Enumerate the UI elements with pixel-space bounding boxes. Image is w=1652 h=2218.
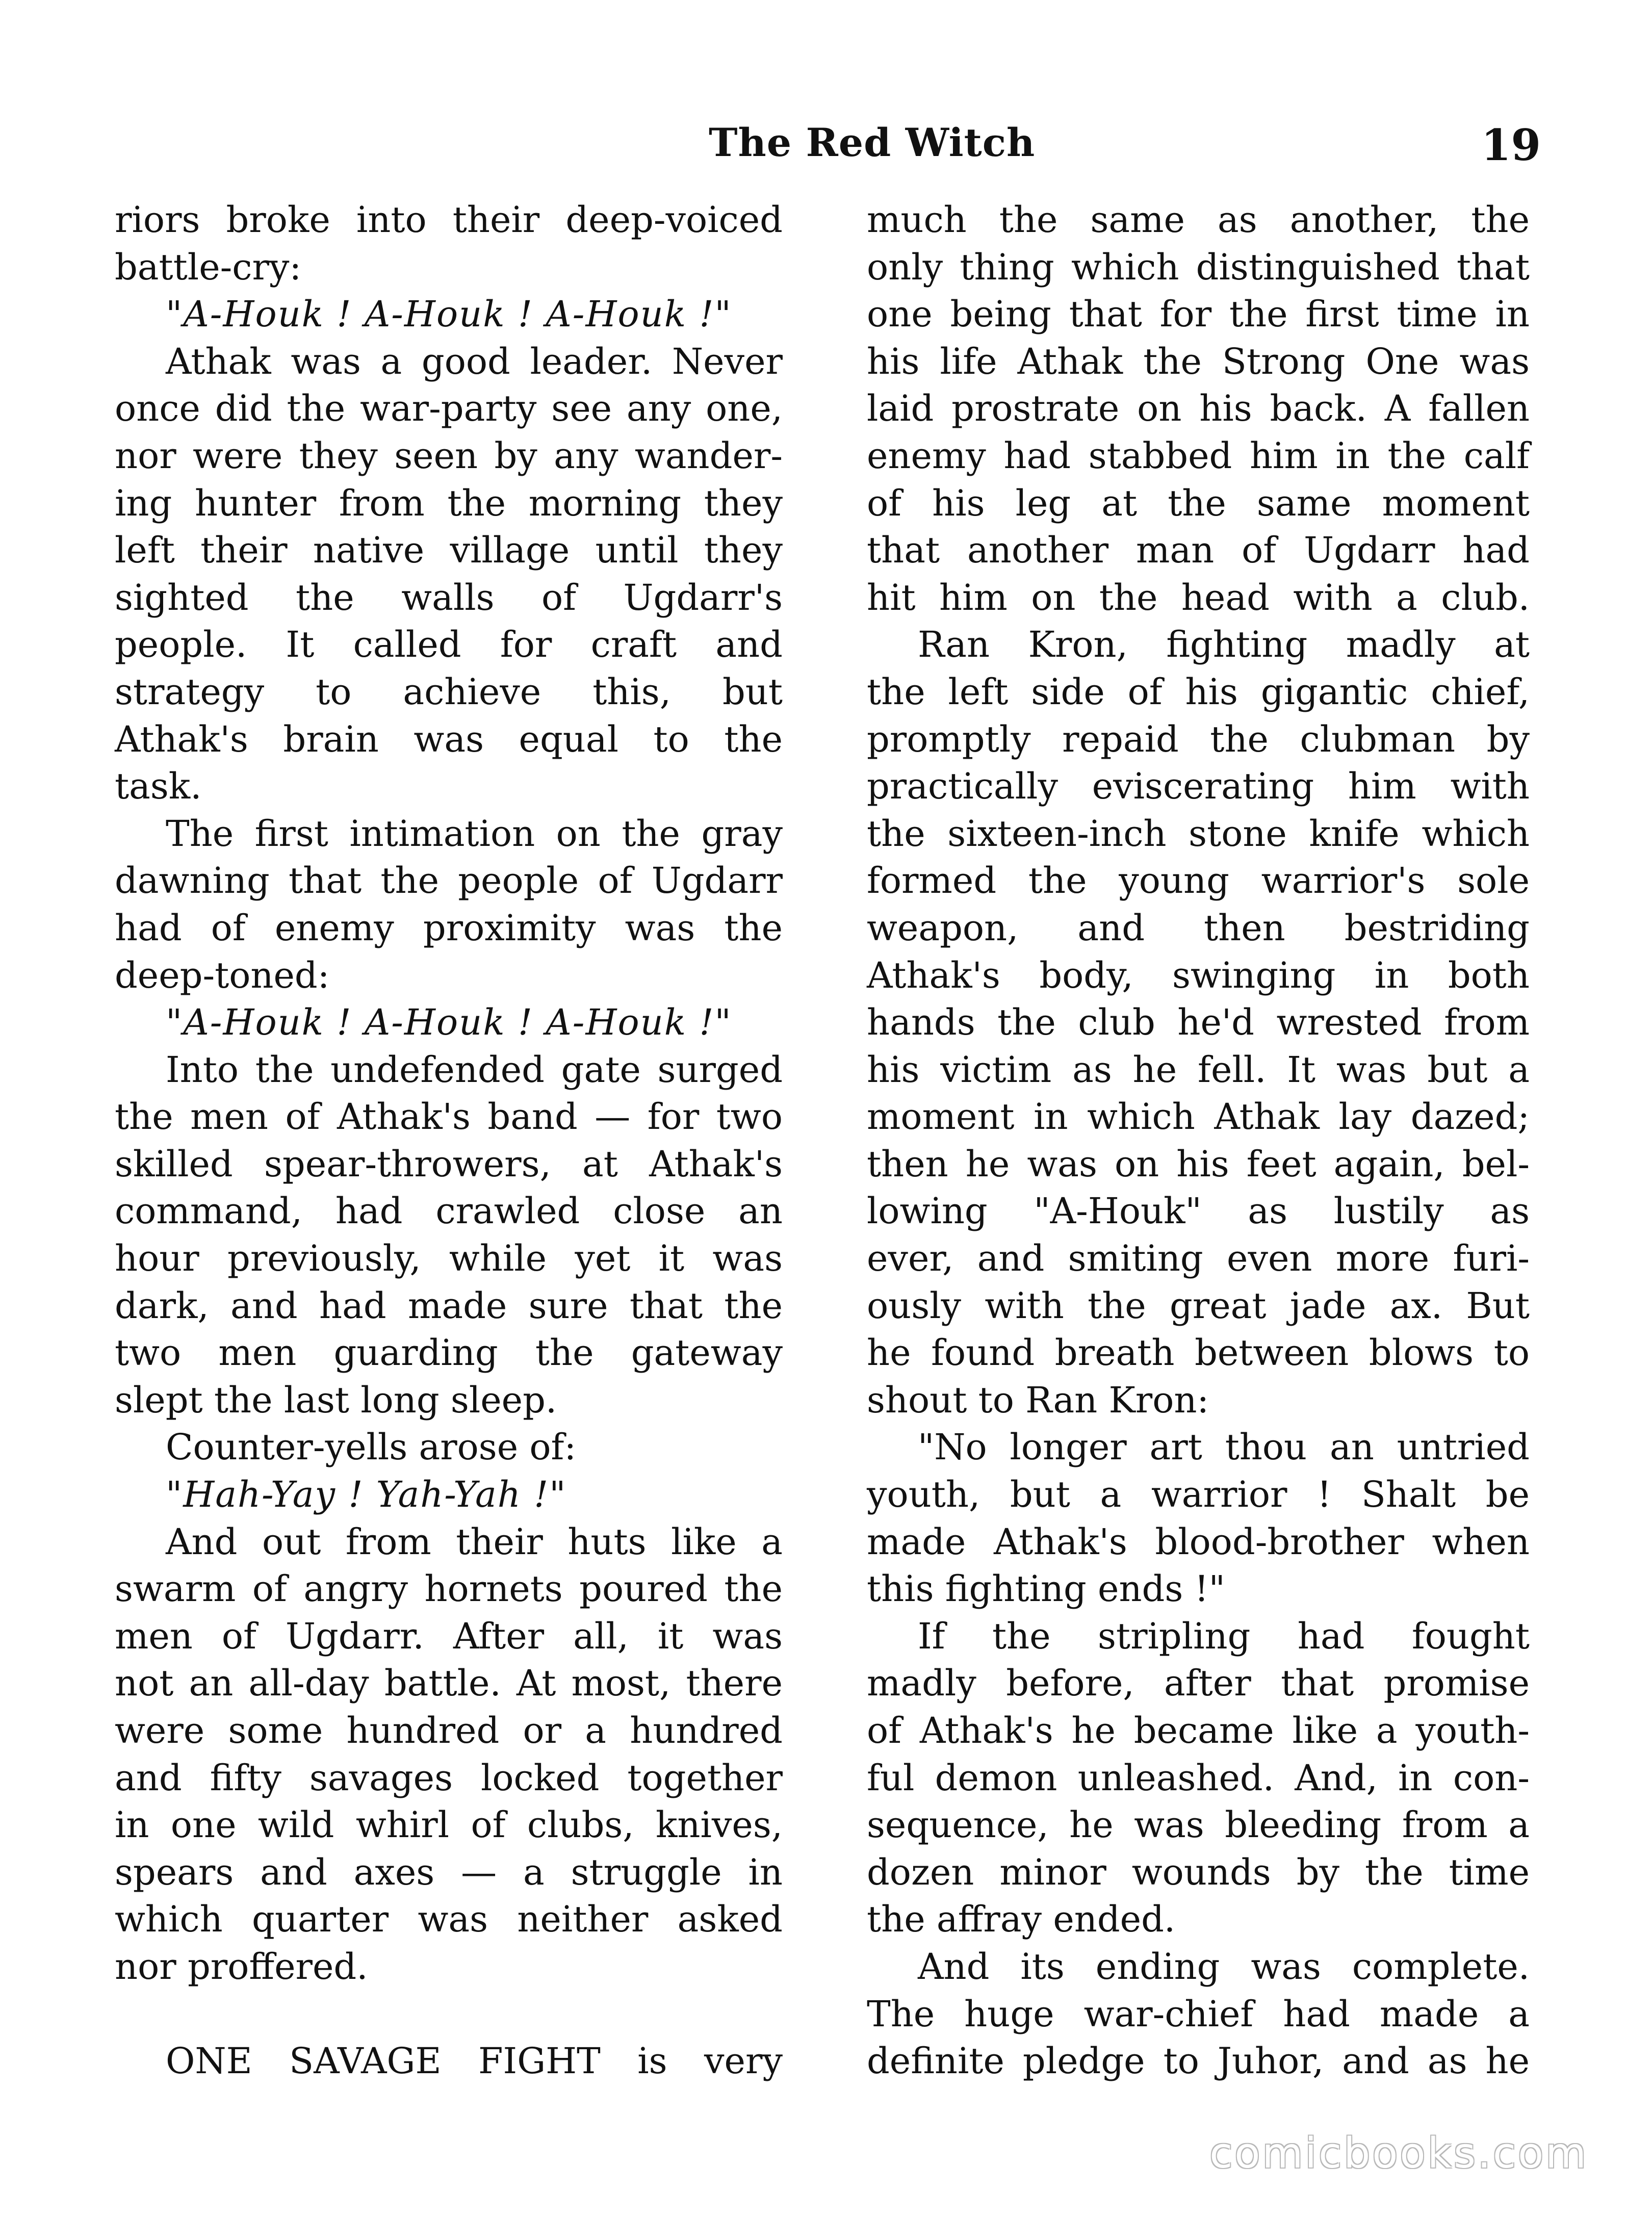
text-line: "A-Houk ! A-Houk ! A-Houk !" [166, 1001, 732, 1044]
text-line: once did the war-party see any one, [115, 388, 783, 430]
text-line: And out from their huts like a [166, 1520, 783, 1563]
text-line [115, 1991, 783, 2038]
text-line: madly before, after that promise [867, 1662, 1530, 1705]
text-line: of Athak's he became like a youth- [867, 1710, 1530, 1751]
text-line: shout to Ran Kron: [867, 1379, 1209, 1421]
text-line: weapon, and then bestriding [867, 907, 1530, 949]
text-line: ously with the great jade ax. But [867, 1284, 1530, 1327]
text-line: "No longer art thou an untried [918, 1426, 1530, 1468]
text-line: Athak's body, swinging in both [867, 954, 1530, 996]
text-line: one being that for the first time in [867, 293, 1530, 336]
text-line: the affray ended. [867, 1898, 1176, 1941]
right-text-column [867, 196, 1530, 2085]
text-line: two men guarding the gateway [115, 1332, 783, 1374]
text-line: Athak was a good leader. Never [166, 340, 783, 382]
text-line: the sixteen-inch stone knife which [867, 812, 1530, 855]
text-line: hands the club he'd wrested from [867, 1001, 1530, 1044]
text-line: dozen minor wounds by the time [867, 1851, 1530, 1893]
text-line: ever, and smiting even more furi- [867, 1237, 1530, 1280]
running-header-title: The Red Witch [709, 120, 1036, 165]
text-line: much the same as another, the [867, 199, 1530, 241]
text-line: made Athak's blood-brother when [867, 1520, 1530, 1563]
text-line: his life Athak the Strong One was [867, 340, 1530, 382]
text-line: nor were they seen by any wander- [115, 434, 783, 477]
text-line: swarm of angry hornets poured the [115, 1568, 783, 1610]
text-line: his victim as he fell. It was but a [867, 1048, 1530, 1091]
text-line: Into the undefended gate surged [166, 1048, 783, 1091]
text-line: sequence, he was bleeding from a [867, 1804, 1530, 1846]
text-line: laid prostrate on his back. A fallen [867, 388, 1530, 430]
text-line: were some hundred or a hundred [115, 1710, 783, 1751]
text-line: "A-Houk ! A-Houk ! A-Houk !" [166, 293, 732, 336]
text-line: skilled spear-throwers, at Athak's [115, 1143, 783, 1185]
text-line: and fifty savages locked together [115, 1757, 783, 1799]
text-line: ing hunter from the morning they [115, 482, 783, 524]
text-line: dark, and had made sure that the [115, 1284, 783, 1327]
text-line: youth, but a warrior ! Shalt be [867, 1474, 1530, 1516]
text-line: command, had crawled close an [115, 1190, 783, 1232]
text-line: And its ending was complete. [918, 1945, 1530, 1988]
left-text-column [115, 196, 783, 2085]
text-line: strategy to achieve this, but [115, 670, 783, 713]
text-line: promptly repaid the clubman by [867, 718, 1530, 760]
text-line: he found breath between blows to [867, 1332, 1530, 1374]
text-line: Athak's brain was equal to the [115, 718, 783, 760]
text-line: people. It called for craft and [115, 624, 783, 666]
text-line: ONE SAVAGE FIGHT is very [166, 2040, 783, 2082]
text-line: left their native village until they [115, 529, 783, 572]
text-line: then he was on his feet again, bel- [867, 1143, 1530, 1185]
text-line: spears and axes — a struggle in [115, 1851, 783, 1893]
text-line: "Hah-Yay ! Yah-Yah !" [166, 1474, 567, 1516]
text-line: not an all-day battle. At most, there [115, 1662, 783, 1705]
text-line: dawning that the people of Ugdarr [115, 860, 783, 902]
text-line: enemy had stabbed him in the calf [867, 434, 1530, 477]
text-line: task. [115, 765, 202, 808]
text-line: had of enemy proximity was the [115, 907, 783, 949]
text-line: moment in which Athak lay dazed; [867, 1096, 1530, 1138]
text-line: Counter-yells arose of: [166, 1426, 577, 1468]
text-line: battle-cry: [115, 246, 302, 288]
text-line: that another man of Ugdarr had [867, 529, 1530, 572]
text-line: the men of Athak's band — for two [115, 1096, 783, 1138]
text-line: in one wild whirl of clubs, knives, [115, 1804, 783, 1846]
text-line: only thing which distinguished that [867, 246, 1530, 288]
text-line: which quarter was neither asked [115, 1898, 783, 1941]
text-line: slept the last long sleep. [115, 1379, 557, 1421]
text-line: formed the young warrior's sole [867, 860, 1530, 902]
text-line: Ran Kron, fighting madly at [918, 624, 1530, 666]
text-line: men of Ugdarr. After all, it was [115, 1615, 783, 1657]
text-line: If the stripling had fought [918, 1615, 1530, 1657]
text-line: The huge war-chief had made a [867, 1993, 1530, 2035]
text-line: hit him on the head with a club. [867, 576, 1530, 618]
text-line: the left side of his gigantic chief, [867, 670, 1530, 713]
text-line: riors broke into their deep-voiced [115, 199, 783, 241]
text-line: practically eviscerating him with [867, 765, 1530, 808]
text-line: nor proffered. [115, 1945, 368, 1988]
text-line: lowing "A-Houk" as lustily as [867, 1190, 1530, 1232]
watermark: comicbooks.com [1209, 2129, 1588, 2178]
text-line: sighted the walls of Ugdarr's [115, 576, 783, 618]
page-number: 19 [1481, 120, 1541, 170]
text-line: definite pledge to Juhor, and as he [867, 2040, 1530, 2082]
text-line: hour previously, while yet it was [115, 1237, 783, 1280]
text-line: of his leg at the same moment [867, 482, 1530, 524]
text-line: deep-toned: [115, 954, 330, 996]
text-line: ful demon unleashed. And, in con- [867, 1757, 1530, 1799]
text-line: this fighting ends !" [867, 1568, 1225, 1610]
text-line: The first intimation on the gray [166, 812, 783, 855]
